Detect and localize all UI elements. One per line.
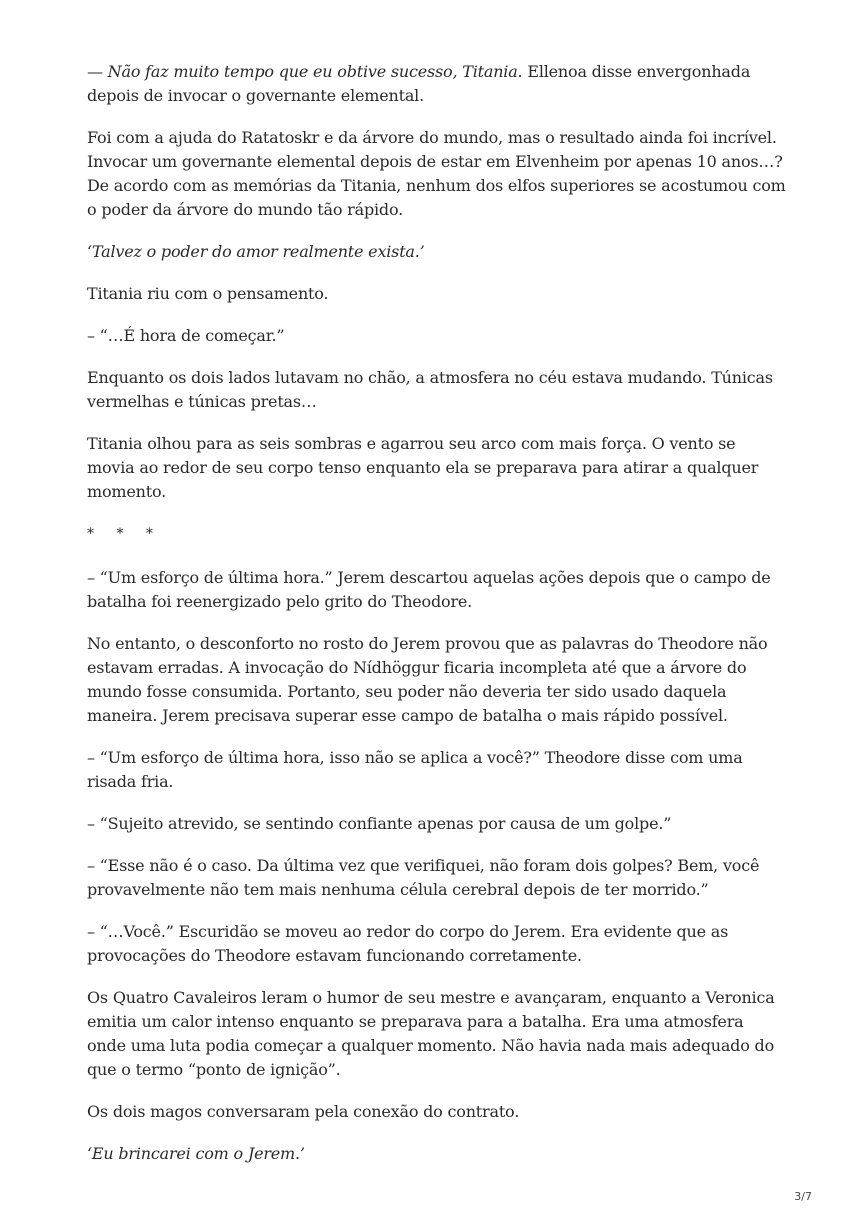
paragraph-6: Enquanto os dois lados lutavam no chão, a atmosfera no céu estava mudando. Túnicas vermelhas e túnicas pretas… <box>87 368 773 411</box>
paragraph-1 <box>87 60 787 108</box>
paragraph-1-rest: Ellenoa disse envergonhada depois de invocar o governante elemental. <box>87 62 751 105</box>
paragraph-2: Foi com a ajuda do Ratatoskr e da árvore do mundo, mas o resultado ainda foi incrível. Invocar um governante elemental depois de estar em Elvenheim por apenas 10 anos…? De acordo com as memórias da Titania, nenhum dos elfos superiores se acostumou com o poder da árvore do mundo tão rápido. <box>87 128 786 219</box>
paragraph-14: Os Quatro Cavaleiros leram o humor de seu mestre e avançaram, enquanto a Veronica emitia um calor intenso enquanto se preparava para a batalha. Era uma atmosfera onde uma luta podia começar a qualquer momento. Não havia nada mais adequado do que o termo “ponto de ignição”. <box>87 988 775 1079</box>
paragraph-9: No entanto, o desconforto no rosto do Jerem provou que as palavras do Theodore não estavam erradas. A invocação do Nídhöggur ficaria incompleta até que a árvore do mundo fosse consumida. Portanto, seu poder não deveria ter sido usado daquela maneira. Jerem precisava superar esse campo de batalha o mais rápido possível. <box>87 634 768 725</box>
paragraph-7: Titania olhou para as seis sombras e agarrou seu arco com mais força. O vento se movia ao redor de seu corpo tenso enquanto ela se preparava para atirar a qualquer momento. <box>87 434 759 501</box>
paragraph-12: – “Esse não é o caso. Da última vez que verifiquei, não foram dois golpes? Bem, você provavelmente não tem mais nenhuma célula cerebral depois de ter morrido.” <box>87 856 760 899</box>
scene-separator: * * * <box>87 526 153 542</box>
paragraph-8: – “Um esforço de última hora.” Jerem descartou aquelas ações depois que o campo de batalha foi reenergizado pelo grito do Theodore. <box>87 568 771 611</box>
paragraph-1-italic: — Não faz muito tempo que eu obtive sucesso, Titania. <box>87 62 523 81</box>
paragraph-13: – “…Você.” Escuridão se moveu ao redor do corpo do Jerem. Era evidente que as provocações do Theodore estavam funcionando corretamente. <box>87 922 729 965</box>
paragraph-11: – “Sujeito atrevido, se sentindo confiante apenas por causa de um golpe.” <box>87 814 672 833</box>
paragraph-3-thought: ‘Talvez o poder do amor realmente exista.’ <box>87 242 425 261</box>
document-body <box>87 60 787 1184</box>
paragraph-16-thought: ‘Eu brincarei com o Jerem.’ <box>87 1144 305 1163</box>
paragraph-15: Os dois magos conversaram pela conexão do contrato. <box>87 1102 520 1121</box>
paragraph-10: – “Um esforço de última hora, isso não se aplica a você?” Theodore disse com uma risada fria. <box>87 748 743 791</box>
paragraph-5-dialogue: – “…É hora de começar.” <box>87 326 285 345</box>
paragraph-4: Titania riu com o pensamento. <box>87 284 329 303</box>
page-number: 3/7 <box>794 1190 812 1203</box>
